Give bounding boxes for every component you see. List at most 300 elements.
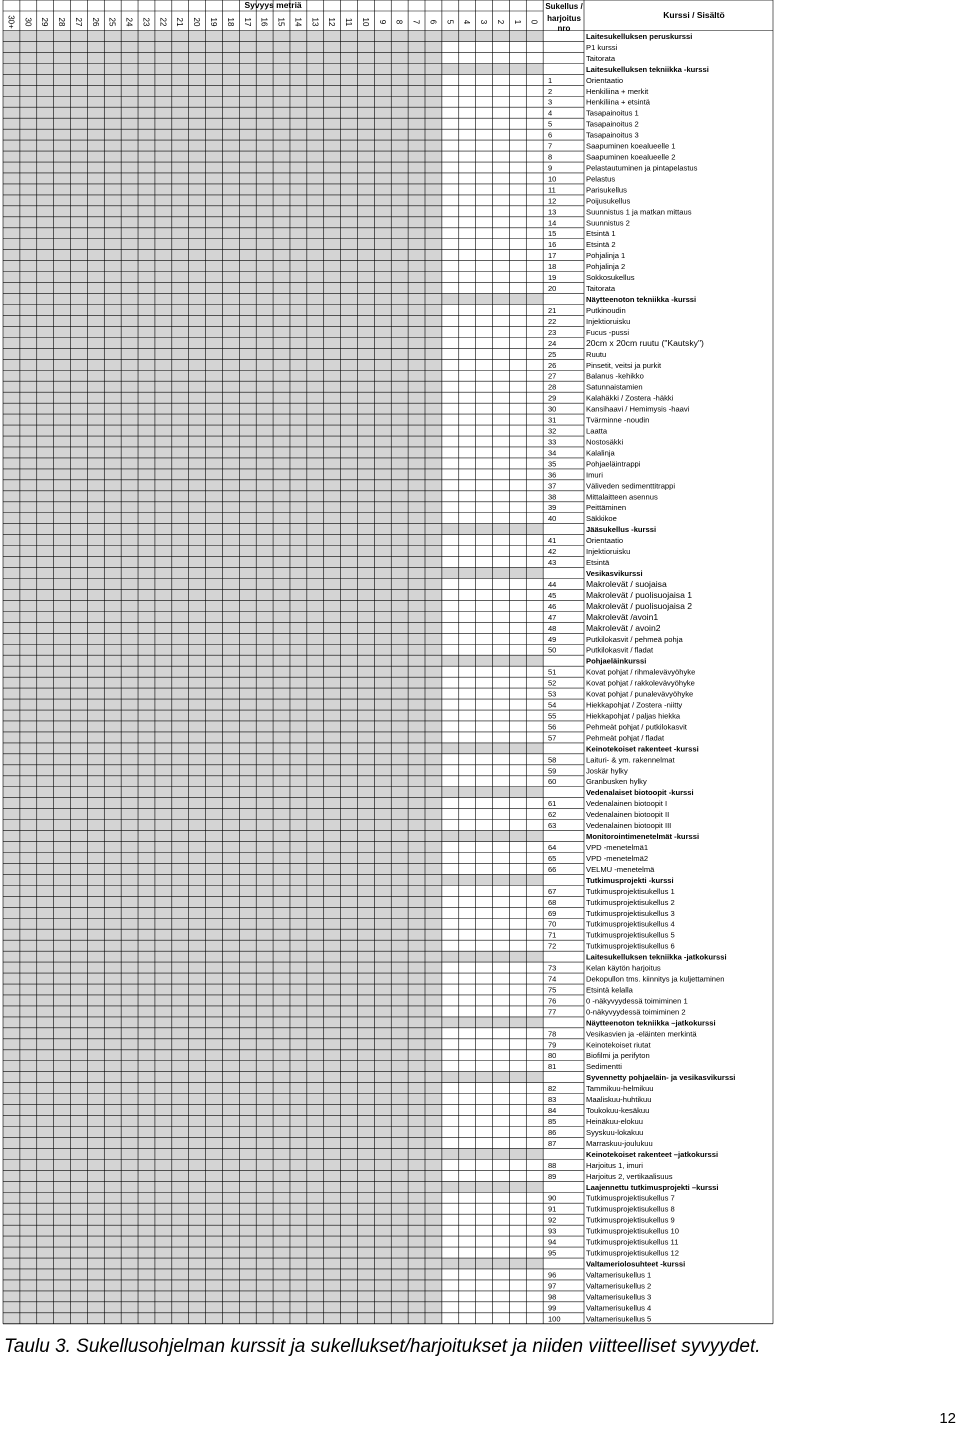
depth-cell-shaded [54, 305, 71, 316]
depth-cell-shaded [357, 1291, 374, 1302]
depth-cell-shaded [341, 1006, 358, 1017]
exercise-name: Tutkimusprojektisukellus 2 [586, 897, 675, 907]
depth-cell-shaded [256, 250, 273, 261]
depth-cell-shaded [273, 206, 290, 217]
depth-cell-shaded [408, 305, 425, 316]
depth-cell-shaded [37, 403, 54, 414]
course-title: Monitorointimenetelmät -kurssi [586, 832, 700, 842]
depth-cell-shaded [54, 239, 71, 250]
depth-cell-shaded [391, 1094, 408, 1105]
depth-cell-shaded [3, 41, 20, 52]
depth-cell-shaded [206, 305, 223, 316]
depth-cell-shaded [256, 151, 273, 162]
depth-cell-shaded [391, 688, 408, 699]
depth-cell-shaded [87, 863, 104, 874]
depth-cell-shaded [273, 765, 290, 776]
dive-number: 10 [548, 174, 557, 184]
depth-cell-shaded [138, 688, 155, 699]
depth-cell-shaded [341, 666, 358, 677]
depth-cell-shaded [391, 1225, 408, 1236]
depth-cell-shaded [172, 85, 189, 96]
depth-cell-shaded [357, 546, 374, 557]
depth-cell-shaded [290, 535, 307, 546]
exercise-name: Tammikuu-helmikuu [586, 1084, 654, 1094]
depth-cell-shaded [104, 1127, 121, 1138]
depth-cell-shaded [104, 491, 121, 502]
depth-cell-shaded [138, 1313, 155, 1324]
depth-cell-shaded [172, 546, 189, 557]
depth-cell-shaded [121, 173, 138, 184]
depth-cell-shaded [87, 513, 104, 524]
depth-cell-shaded [273, 217, 290, 228]
depth-cell-shaded [408, 513, 425, 524]
depth-cell-shaded [273, 1050, 290, 1061]
depth-cell-shaded [71, 1313, 88, 1324]
depth-cell-shaded [87, 1214, 104, 1225]
depth-cell-shaded [121, 984, 138, 995]
dive-number: 30 [548, 404, 557, 414]
depth-cell-shaded [172, 1159, 189, 1170]
depth-cell-shaded [290, 85, 307, 96]
depth-cell-shaded [391, 315, 408, 326]
depth-cell-shaded [138, 732, 155, 743]
depth-cell-shaded [155, 699, 172, 710]
depth-cell-shaded [104, 1050, 121, 1061]
dive-number: 34 [548, 448, 557, 458]
depth-cell-shaded [121, 239, 138, 250]
depth-cell-shaded [256, 436, 273, 447]
depth-cell-shaded [206, 962, 223, 973]
dive-number: 44 [548, 579, 557, 589]
depth-cell-shaded [138, 217, 155, 228]
depth-cell-shaded [239, 1203, 256, 1214]
depth-cell-shaded [239, 842, 256, 853]
depth-cell-shaded [155, 206, 172, 217]
depth-cell-shaded [206, 1094, 223, 1105]
depth-cell-shaded [357, 513, 374, 524]
depth-cell-shaded [222, 1313, 239, 1324]
depth-cell-shaded [408, 995, 425, 1006]
depth-cell-shaded [341, 885, 358, 896]
depth-cell-shaded [121, 228, 138, 239]
depth-cell-shaded [256, 611, 273, 622]
depth-cell-shaded [273, 162, 290, 173]
depth-cell-shaded [239, 622, 256, 633]
depth-cell-shaded [87, 392, 104, 403]
depth-cell-shaded [3, 458, 20, 469]
depth-cell-shaded [206, 52, 223, 63]
depth-cell-shaded [222, 96, 239, 107]
depth-cell-shaded [357, 973, 374, 984]
depth-cell-shaded [20, 1203, 37, 1214]
depth-cell-shaded [189, 896, 206, 907]
depth-cell-shaded [341, 305, 358, 316]
depth-cell-shaded [71, 315, 88, 326]
depth-cell-shaded [324, 348, 341, 359]
depth-cell-shaded [155, 1192, 172, 1203]
depth-cell-shaded [20, 107, 37, 118]
depth-cell-shaded [425, 633, 442, 644]
depth-cell-shaded [357, 962, 374, 973]
dive-number: 21 [548, 305, 557, 315]
depth-cell-shaded [138, 41, 155, 52]
depth-cell-shaded [20, 315, 37, 326]
depth-cell-shaded [54, 688, 71, 699]
exercise-name: Tutkimusprojektisukellus 1 [586, 886, 675, 896]
depth-cell-shaded [138, 611, 155, 622]
dive-number: 100 [548, 1314, 561, 1324]
depth-cell-shaded [290, 250, 307, 261]
depth-cell-shaded [408, 458, 425, 469]
exercise-name: Tutkimusprojektisukellus 10 [586, 1226, 679, 1236]
depth-cell-shaded [341, 1225, 358, 1236]
depth-cell-shaded [206, 798, 223, 809]
depth-cell-shaded [307, 425, 324, 436]
depth-cell-shaded [408, 820, 425, 831]
depth-cell-shaded [425, 491, 442, 502]
depth-cell-shaded [374, 173, 391, 184]
depth-cell-shaded [172, 41, 189, 52]
depth-cell-shaded [37, 74, 54, 85]
depth-cell-shaded [121, 1006, 138, 1017]
depth-cell-shaded [37, 973, 54, 984]
depth-cell-shaded [391, 842, 408, 853]
depth-cell-shaded [3, 1127, 20, 1138]
depth-cell-shaded [425, 644, 442, 655]
depth-cell-shaded [138, 1302, 155, 1313]
depth-cell-shaded [239, 929, 256, 940]
depth-cell-shaded [239, 41, 256, 52]
depth-cell-shaded [104, 206, 121, 217]
depth-cell-shaded [87, 447, 104, 458]
depth-cell-shaded [189, 326, 206, 337]
depth-cell-shaded [20, 1116, 37, 1127]
depth-cell-shaded [324, 622, 341, 633]
depth-cell-shaded [239, 546, 256, 557]
depth-cell-shaded [172, 1214, 189, 1225]
depth-cell-shaded [256, 699, 273, 710]
depth-cell-shaded [290, 458, 307, 469]
depth-cell-shaded [307, 326, 324, 337]
depth-cell-shaded [222, 1159, 239, 1170]
depth-cell-shaded [104, 535, 121, 546]
depth-cell-shaded [71, 403, 88, 414]
depth-cell-shaded [341, 469, 358, 480]
depth-cell-shaded [54, 1313, 71, 1324]
depth-cell-shaded [357, 885, 374, 896]
depth-cell-shaded [256, 414, 273, 425]
depth-cell-shaded [357, 118, 374, 129]
depth-cell-shaded [121, 995, 138, 1006]
depth-cell-shaded [374, 206, 391, 217]
depth-cell-shaded [71, 1050, 88, 1061]
depth-cell-shaded [273, 820, 290, 831]
depth-cell-shaded [54, 677, 71, 688]
depth-cell-shaded [222, 929, 239, 940]
depth-cell-shaded [391, 535, 408, 546]
depth-cell-shaded [425, 392, 442, 403]
depth-cell-shaded [206, 195, 223, 206]
depth-cell-shaded [155, 1280, 172, 1291]
depth-cell-shaded [54, 392, 71, 403]
depth-cell-shaded [357, 425, 374, 436]
depth-cell-shaded [20, 535, 37, 546]
depth-cell-shaded [391, 1247, 408, 1258]
depth-cell-shaded [3, 1061, 20, 1072]
depth-cell-shaded [222, 1083, 239, 1094]
depth-cell-shaded [3, 918, 20, 929]
depth-cell-shaded [374, 359, 391, 370]
depth-cell-shaded [172, 1094, 189, 1105]
depth-cell-shaded [307, 1192, 324, 1203]
depth-cell-shaded [20, 611, 37, 622]
depth-cell-shaded [104, 688, 121, 699]
depth-cell-shaded [222, 579, 239, 590]
depth-cell-shaded [189, 1225, 206, 1236]
depth-cell-shaded [374, 480, 391, 491]
depth-cell-shaded [104, 239, 121, 250]
depth-cell-shaded [71, 140, 88, 151]
depth-cell-shaded [239, 1094, 256, 1105]
depth-cell-shaded [391, 1203, 408, 1214]
depth-cell-shaded [239, 239, 256, 250]
depth-cell-shaded [37, 600, 54, 611]
depth-cell-shaded [357, 1039, 374, 1050]
depth-cell-shaded [273, 633, 290, 644]
depth-cell-shaded [290, 677, 307, 688]
depth-cell-shaded [307, 1061, 324, 1072]
depth-cell-shaded [104, 370, 121, 381]
depth-cell-shaded [20, 1050, 37, 1061]
depth-cell-shaded [121, 118, 138, 129]
depth-cell-shaded [37, 239, 54, 250]
depth-cell-shaded [104, 96, 121, 107]
depth-cell-shaded [138, 1006, 155, 1017]
depth-cell-shaded [71, 1214, 88, 1225]
depth-cell-shaded [104, 1313, 121, 1324]
depth-cell-shaded [357, 370, 374, 381]
depth-cell-shaded [138, 370, 155, 381]
depth-cell-shaded [341, 151, 358, 162]
depth-cell-shaded [256, 1127, 273, 1138]
depth-cell-shaded [374, 52, 391, 63]
depth-cell-shaded [239, 118, 256, 129]
depth-cell-shaded [357, 447, 374, 458]
depth-cell-shaded [391, 41, 408, 52]
depth-cell-shaded [3, 1313, 20, 1324]
depth-cell-shaded [239, 820, 256, 831]
depth-cell-shaded [37, 118, 54, 129]
depth-cell-shaded [3, 195, 20, 206]
depth-cell-shaded [357, 929, 374, 940]
depth-cell-shaded [54, 1214, 71, 1225]
depth-cell-shaded [172, 381, 189, 392]
depth-cell-shaded [87, 195, 104, 206]
depth-cell-shaded [256, 315, 273, 326]
depth-cell-shaded [222, 217, 239, 228]
depth-cell-shaded [307, 337, 324, 348]
depth-cell-shaded [206, 1203, 223, 1214]
depth-cell-shaded [357, 217, 374, 228]
depth-cell-shaded [20, 381, 37, 392]
depth-cell-shaded [87, 458, 104, 469]
depth-cell-shaded [256, 283, 273, 294]
depth-cell-shaded [54, 929, 71, 940]
depth-cell-shaded [341, 436, 358, 447]
depth-cell-shaded [155, 228, 172, 239]
depth-cell-shaded [273, 107, 290, 118]
depth-cell-shaded [408, 315, 425, 326]
depth-cell-shaded [37, 381, 54, 392]
depth-cell-shaded [54, 1302, 71, 1313]
depth-cell-shaded [324, 1247, 341, 1258]
depth-cell-shaded [341, 732, 358, 743]
depth-cell-shaded [37, 765, 54, 776]
dive-number: 28 [548, 382, 557, 392]
depth-cell-shaded [408, 184, 425, 195]
depth-cell-shaded [121, 622, 138, 633]
table-caption: Taulu 3. Sukellusohjelman kurssit ja sukellukset/harjoitukset ja niiden viitteelliset syvyydet. [4, 1336, 761, 1357]
depth-cell-shaded [104, 907, 121, 918]
depth-cell-shaded [206, 973, 223, 984]
depth-cell-shaded [290, 184, 307, 195]
depth-cell-shaded [256, 370, 273, 381]
depth-cell-shaded [20, 1247, 37, 1258]
depth-cell-shaded [239, 162, 256, 173]
depth-cell-shaded [341, 1094, 358, 1105]
depth-cell-shaded [206, 907, 223, 918]
depth-cell-shaded [341, 283, 358, 294]
depth-cell-shaded [425, 677, 442, 688]
depth-cell-shaded [172, 74, 189, 85]
depth-cell-shaded [374, 929, 391, 940]
depth-cell-shaded [189, 918, 206, 929]
dive-number: 97 [548, 1281, 557, 1291]
depth-cell-shaded [3, 305, 20, 316]
depth-cell-shaded [273, 622, 290, 633]
depth-cell-shaded [256, 721, 273, 732]
depth-cell-shaded [408, 798, 425, 809]
depth-cell-shaded [222, 962, 239, 973]
depth-cell-shaded [87, 107, 104, 118]
page-number: 12 [939, 1410, 956, 1427]
depth-cell-shaded [71, 348, 88, 359]
depth-cell-shaded [206, 699, 223, 710]
depth-cell-shaded [172, 184, 189, 195]
depth-cell-shaded [374, 688, 391, 699]
depth-cell-shaded [3, 315, 20, 326]
depth-cell-shaded [172, 1170, 189, 1181]
depth-cell-shaded [104, 261, 121, 272]
dive-number: 17 [548, 251, 557, 261]
depth-cell-shaded [172, 765, 189, 776]
depth-cell-shaded [391, 1170, 408, 1181]
depth-cell-shaded [3, 546, 20, 557]
depth-cell-shaded [189, 929, 206, 940]
depth-label: 25 [107, 17, 117, 27]
course-title: Näytteenoton tekniikka -kurssi [586, 295, 697, 304]
depth-cell-shaded [408, 502, 425, 513]
depth-cell-shaded [37, 348, 54, 359]
depth-cell-shaded [408, 228, 425, 239]
depth-cell-shaded [341, 633, 358, 644]
depth-cell-shaded [307, 754, 324, 765]
depth-cell-shaded [87, 984, 104, 995]
depth-cell-shaded [222, 337, 239, 348]
depth-cell-shaded [408, 1116, 425, 1127]
depth-cell-shaded [20, 940, 37, 951]
depth-cell-shaded [341, 1247, 358, 1258]
depth-cell-shaded [20, 1269, 37, 1280]
depth-cell-shaded [37, 425, 54, 436]
depth-cell-shaded [222, 907, 239, 918]
depth-cell-shaded [189, 765, 206, 776]
depth-cell-shaded [290, 842, 307, 853]
depth-cell-shaded [239, 173, 256, 184]
depth-cell-shaded [54, 151, 71, 162]
exercise-name: Kelan käytön harjoitus [586, 963, 661, 973]
depth-cell-shaded [20, 1127, 37, 1138]
depth-cell-shaded [408, 370, 425, 381]
depth-cell-shaded [155, 436, 172, 447]
depth-cell-shaded [307, 206, 324, 217]
depth-cell-shaded [206, 272, 223, 283]
depth-cell-shaded [290, 305, 307, 316]
depth-cell-shaded [357, 721, 374, 732]
depth-cell-shaded [374, 1028, 391, 1039]
depth-cell-shaded [3, 710, 20, 721]
depth-cell-shaded [307, 1313, 324, 1324]
depth-cell-shaded [408, 96, 425, 107]
depth-cell-shaded [121, 929, 138, 940]
dive-number: 1 [548, 75, 553, 85]
depth-cell-shaded [37, 469, 54, 480]
depth-cell-shaded [121, 1203, 138, 1214]
depth-cell-shaded [155, 557, 172, 568]
depth-cell-shaded [222, 151, 239, 162]
depth-cell-shaded [121, 1302, 138, 1313]
depth-cell-shaded [121, 721, 138, 732]
depth-cell-shaded [256, 1094, 273, 1105]
depth-cell-shaded [206, 239, 223, 250]
depth-cell-shaded [138, 798, 155, 809]
depth-cell-shaded [239, 809, 256, 820]
depth-cell-shaded [155, 918, 172, 929]
depth-cell-shaded [290, 447, 307, 458]
depth-cell-shaded [324, 1225, 341, 1236]
depth-cell-shaded [20, 261, 37, 272]
depth-cell-shaded [104, 1225, 121, 1236]
depth-cell-shaded [3, 929, 20, 940]
depth-label: 13 [310, 17, 320, 27]
depth-cell-shaded [20, 962, 37, 973]
depth-cell-shaded [222, 644, 239, 655]
depth-cell-shaded [189, 272, 206, 283]
depth-cell-shaded [374, 305, 391, 316]
depth-cell-shaded [324, 535, 341, 546]
depth-cell-shaded [408, 1028, 425, 1039]
depth-cell-shaded [408, 447, 425, 458]
depth-cell-shaded [425, 1225, 442, 1236]
depth-cell-shaded [155, 644, 172, 655]
depth-cell-shaded [374, 1214, 391, 1225]
depth-cell-shaded [20, 272, 37, 283]
depth-cell-shaded [3, 633, 20, 644]
depth-cell-shaded [20, 359, 37, 370]
depth-cell-shaded [20, 765, 37, 776]
depth-cell-shaded [71, 611, 88, 622]
dive-number: 48 [548, 623, 557, 633]
